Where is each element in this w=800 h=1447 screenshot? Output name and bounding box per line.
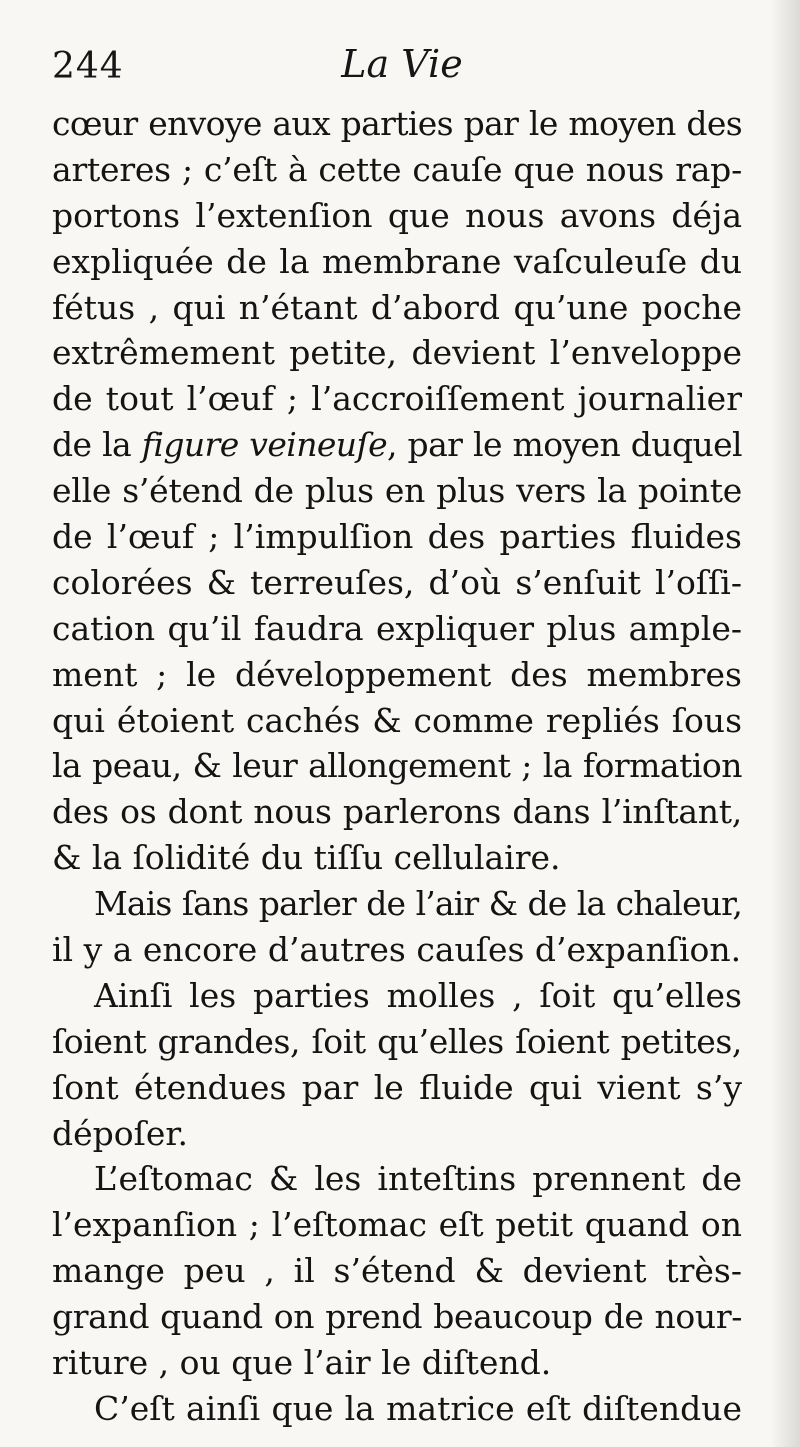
text-line: ſoient grandes, ſoit qu’elles ſoient petites, (52, 1021, 742, 1061)
text-line: expliquée de la membrane vaſculeuſe du (52, 241, 742, 281)
text-line: mange peu , il s’étend & devient très- (52, 1251, 742, 1291)
text-line: de l’œuf ; l’impulſion des parties fluides (52, 517, 742, 557)
text-line: riture , ou que l’air le diſtend. (52, 1343, 552, 1383)
text-line: des os dont nous parlerons dans l’inſtant, (52, 792, 742, 832)
text-line: grand quand on prend beaucoup de nour- (52, 1297, 742, 1337)
text-line: arteres ; c’eſt à cette cauſe que nous rap- (52, 149, 742, 189)
text-line: elle s’étend de plus en plus vers la pointe (52, 471, 742, 511)
text-line: colorées & terreuſes, d’où s’enſuit l’oſſi- (52, 562, 742, 602)
page-edge-shadow (770, 0, 800, 1447)
text-line: extrêmement petite, devient l’enveloppe (52, 333, 742, 373)
text-line: cœur envoye aux parties par le moyen des (52, 104, 742, 143)
text-line: Ainſi les parties molles , ſoit qu’elles (94, 975, 742, 1015)
body-text (52, 101, 742, 1432)
italic-term: figure veineuſe (141, 425, 388, 465)
text-line: ſont étendues par le fluide qui vient s’y (52, 1067, 742, 1107)
text-line: de la figure veineuſe, par le moyen duquel (52, 425, 742, 465)
text-line: qui étoient cachés & comme repliés ſous (52, 700, 742, 740)
text-line: la peau, & leur allongement ; la formation (52, 746, 742, 786)
text-line: ment ; le développement des membres (52, 654, 742, 694)
text-line: & la ſolidité du tiſſu cellulaire. (52, 838, 561, 878)
text-line: il y a encore d’autres cauſes d’expanſion. (52, 930, 742, 970)
text-line: C’eſt ainſi que la matrice eſt diſtendue (94, 1388, 742, 1428)
text-line: dépoſer. (52, 1113, 189, 1153)
running-title: La Vie (341, 42, 463, 86)
text-line: portons l’extenſion que nous avons déja (52, 195, 742, 235)
page-header (52, 38, 752, 98)
text-line: de tout l’œuf ; l’accroiſſement journalier (52, 379, 742, 419)
text-line: fétus , qui n’étant d’abord qu’une poche (52, 287, 742, 327)
text-line: l’expanſion ; l’eſtomac eſt petit quand on (52, 1205, 742, 1245)
text-line: cation qu’il faudra expliquer plus ample- (52, 608, 742, 648)
page-number: 244 (52, 46, 124, 87)
text-line: L’eſtomac & les inteſtins prennent de (94, 1159, 742, 1199)
text-line: Mais ſans parler de l’air & de la chaleur, (94, 884, 742, 924)
